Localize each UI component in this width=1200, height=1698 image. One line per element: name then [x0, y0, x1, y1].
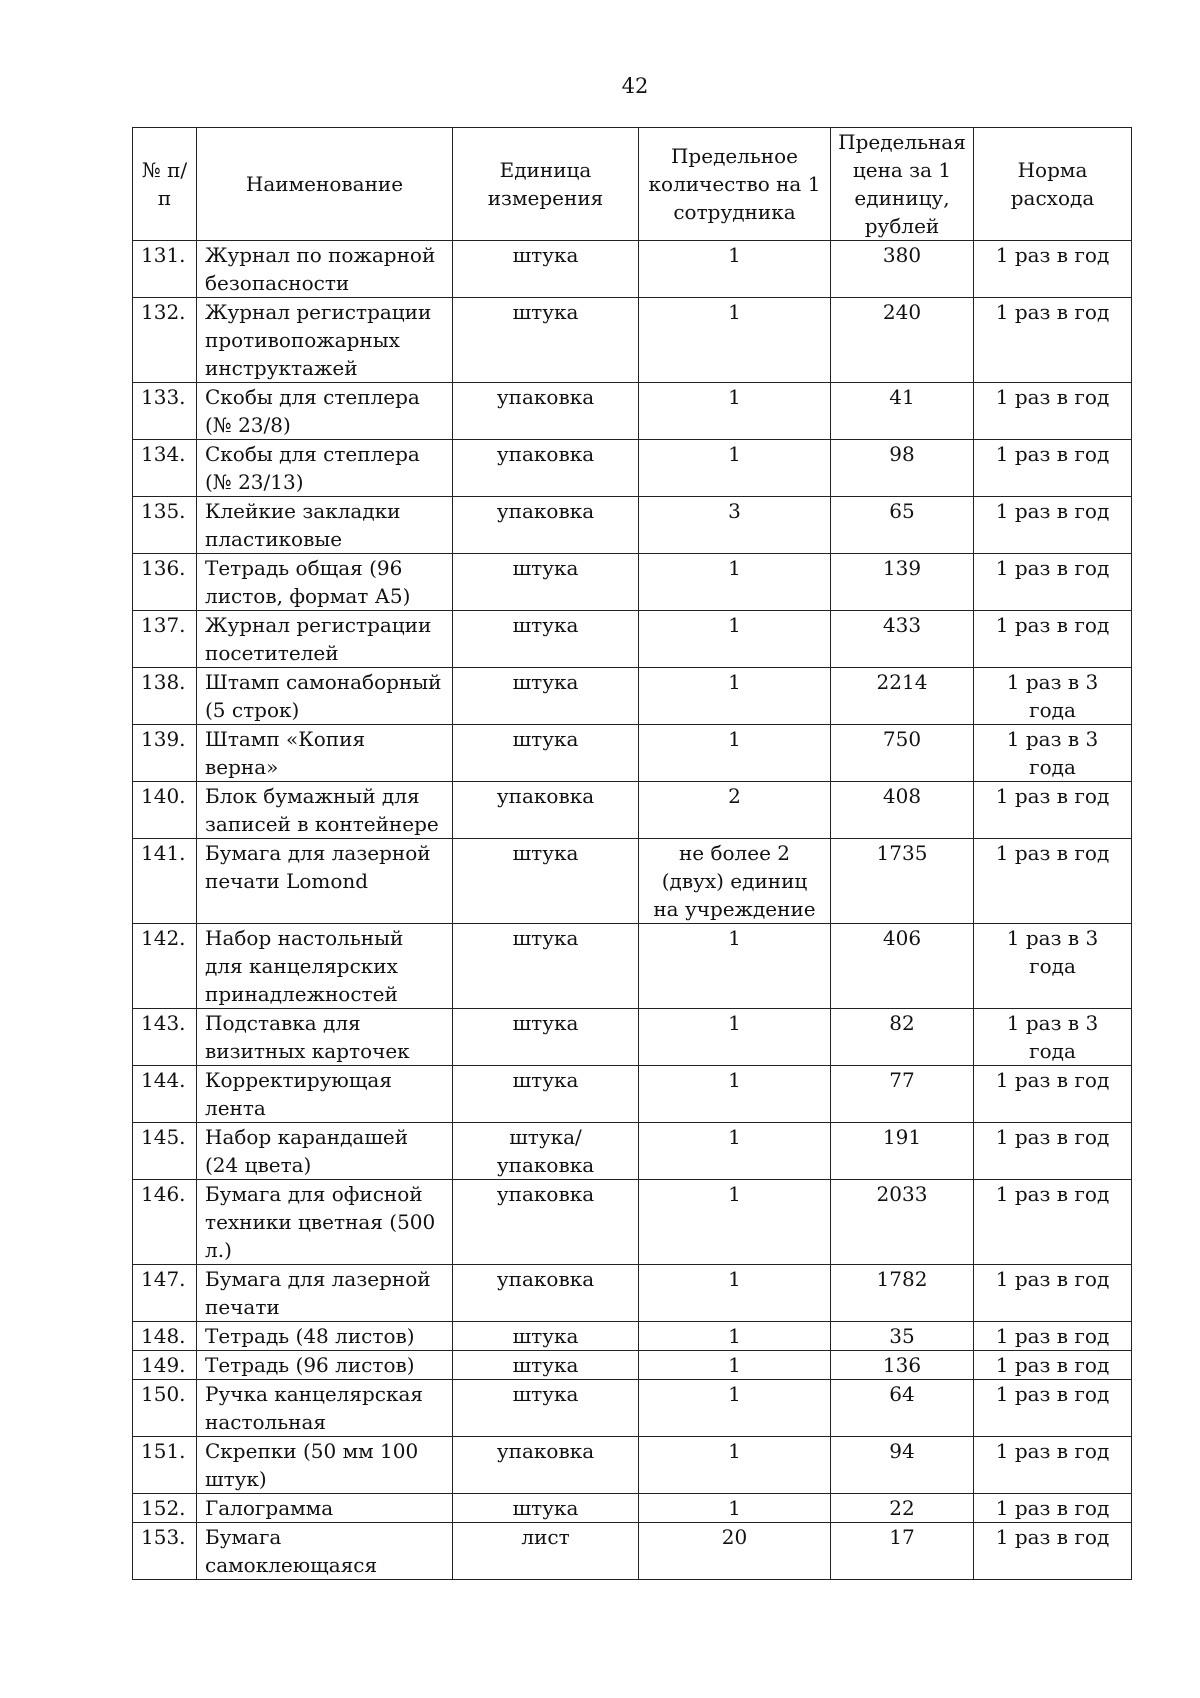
table-row: [133, 668, 1132, 725]
consumption-norm: 1 раз в год: [974, 1180, 1132, 1265]
quantity-limit: 3: [639, 497, 831, 554]
row-number: 134.: [133, 440, 197, 497]
item-name: Тетрадь (96 листов): [197, 1351, 453, 1380]
consumption-norm: 1 раз в год: [974, 782, 1132, 839]
item-name: Бумага для лазерной печати: [197, 1265, 453, 1322]
row-number: 135.: [133, 497, 197, 554]
consumption-norm: 1 раз в 3 года: [974, 668, 1132, 725]
unit-of-measure: штука: [453, 1009, 639, 1066]
row-number: 144.: [133, 1066, 197, 1123]
item-name: Блок бумажный для записей в контейнере: [197, 782, 453, 839]
table-row: [133, 611, 1132, 668]
consumption-norm: 1 раз в год: [974, 1066, 1132, 1123]
unit-of-measure: штука: [453, 839, 639, 924]
row-number: 151.: [133, 1437, 197, 1494]
consumption-norm: 1 раз в год: [974, 241, 1132, 298]
price-limit: 1782: [831, 1265, 974, 1322]
consumption-norm: 1 раз в год: [974, 298, 1132, 383]
table-row: [133, 725, 1132, 782]
price-limit: 2033: [831, 1180, 974, 1265]
unit-of-measure: упаковка: [453, 497, 639, 554]
price-limit: 139: [831, 554, 974, 611]
quantity-limit: 1: [639, 1437, 831, 1494]
quantity-limit: 1: [639, 1322, 831, 1351]
table-row: [133, 1322, 1132, 1351]
quantity-limit: 1: [639, 298, 831, 383]
price-limit: 2214: [831, 668, 974, 725]
price-limit: 380: [831, 241, 974, 298]
table-row: [133, 1380, 1132, 1437]
price-limit: 65: [831, 497, 974, 554]
table-body: [133, 241, 1132, 1580]
consumption-norm: 1 раз в 3 года: [974, 725, 1132, 782]
consumption-norm: 1 раз в год: [974, 611, 1132, 668]
consumption-norm: 1 раз в год: [974, 440, 1132, 497]
price-limit: 240: [831, 298, 974, 383]
unit-of-measure: штука: [453, 725, 639, 782]
quantity-limit: 1: [639, 1351, 831, 1380]
row-number: 137.: [133, 611, 197, 668]
consumption-norm: 1 раз в год: [974, 839, 1132, 924]
quantity-limit: 1: [639, 554, 831, 611]
table-row: [133, 241, 1132, 298]
row-number: 153.: [133, 1523, 197, 1580]
unit-of-measure: штука: [453, 668, 639, 725]
item-name: Скобы для степлера (№ 23/13): [197, 440, 453, 497]
price-limit: 191: [831, 1123, 974, 1180]
unit-of-measure: упаковка: [453, 1180, 639, 1265]
unit-of-measure: штука: [453, 1494, 639, 1523]
consumption-norm: 1 раз в 3 года: [974, 924, 1132, 1009]
row-number: 150.: [133, 1380, 197, 1437]
consumption-norm: 1 раз в год: [974, 1523, 1132, 1580]
consumption-norm: 1 раз в год: [974, 1351, 1132, 1380]
item-name: Скрепки (50 мм 100 штук): [197, 1437, 453, 1494]
consumption-norm: 1 раз в год: [974, 1322, 1132, 1351]
price-limit: 17: [831, 1523, 974, 1580]
item-name: Бумага для офисной техники цветная (500 л.): [197, 1180, 453, 1265]
unit-of-measure: штука: [453, 924, 639, 1009]
table-row: [133, 554, 1132, 611]
table-row: [133, 383, 1132, 440]
item-name: Клейкие закладки пластиковые: [197, 497, 453, 554]
header-qty: Предельное количество на 1 сотрудника: [639, 128, 831, 241]
table-row: [133, 298, 1132, 383]
quantity-limit: 1: [639, 1180, 831, 1265]
item-name: Набор настольный для канцелярских принадлежностей: [197, 924, 453, 1009]
item-name: Штамп самонаборный (5 строк): [197, 668, 453, 725]
price-limit: 94: [831, 1437, 974, 1494]
quantity-limit: 1: [639, 725, 831, 782]
quantity-limit: 1: [639, 440, 831, 497]
consumption-norm: 1 раз в год: [974, 497, 1132, 554]
price-limit: 35: [831, 1322, 974, 1351]
consumption-norm: 1 раз в год: [974, 1437, 1132, 1494]
page-number: 42: [621, 74, 649, 98]
unit-of-measure: упаковка: [453, 440, 639, 497]
table-header: [133, 128, 1132, 241]
item-name: Штамп «Копия верна»: [197, 725, 453, 782]
price-limit: 64: [831, 1380, 974, 1437]
price-limit: 433: [831, 611, 974, 668]
price-limit: 1735: [831, 839, 974, 924]
unit-of-measure: штука: [453, 1322, 639, 1351]
item-name: Ручка канцелярская настольная: [197, 1380, 453, 1437]
item-name: Тетрадь (48 листов): [197, 1322, 453, 1351]
item-name: Журнал регистрации противопожарных инструктажей: [197, 298, 453, 383]
row-number: 139.: [133, 725, 197, 782]
header-price: Предельная цена за 1 единицу, рублей: [831, 128, 974, 241]
item-name: Бумага самоклеющаяся: [197, 1523, 453, 1580]
item-name: Корректирующая лента: [197, 1066, 453, 1123]
consumption-norm: 1 раз в год: [974, 554, 1132, 611]
table-row: [133, 1265, 1132, 1322]
row-number: 147.: [133, 1265, 197, 1322]
item-name: Журнал по пожарной безопасности: [197, 241, 453, 298]
price-limit: 406: [831, 924, 974, 1009]
table-row: [133, 1066, 1132, 1123]
price-limit: 82: [831, 1009, 974, 1066]
header-norm: Норма расхода: [974, 128, 1132, 241]
quantity-limit: 1: [639, 924, 831, 1009]
unit-of-measure: штука: [453, 1351, 639, 1380]
row-number: 132.: [133, 298, 197, 383]
unit-of-measure: штука: [453, 241, 639, 298]
price-limit: 22: [831, 1494, 974, 1523]
price-limit: 136: [831, 1351, 974, 1380]
row-number: 149.: [133, 1351, 197, 1380]
header-unit: Единица измерения: [453, 128, 639, 241]
unit-of-measure: штука: [453, 298, 639, 383]
quantity-limit: 1: [639, 1066, 831, 1123]
unit-of-measure: упаковка: [453, 1265, 639, 1322]
row-number: 140.: [133, 782, 197, 839]
price-limit: 77: [831, 1066, 974, 1123]
unit-of-measure: упаковка: [453, 1437, 639, 1494]
quantity-limit: 1: [639, 1265, 831, 1322]
quantity-limit: 1: [639, 611, 831, 668]
row-number: 136.: [133, 554, 197, 611]
row-number: 131.: [133, 241, 197, 298]
quantity-limit: 2: [639, 782, 831, 839]
table-row: [133, 440, 1132, 497]
price-limit: 41: [831, 383, 974, 440]
table-row: [133, 1351, 1132, 1380]
quantity-limit: 1: [639, 1494, 831, 1523]
table-row: [133, 839, 1132, 924]
table-row: [133, 924, 1132, 1009]
row-number: 138.: [133, 668, 197, 725]
table-row: [133, 1180, 1132, 1265]
unit-of-measure: упаковка: [453, 782, 639, 839]
unit-of-measure: штука: [453, 554, 639, 611]
unit-of-measure: лист: [453, 1523, 639, 1580]
price-limit: 750: [831, 725, 974, 782]
row-number: 152.: [133, 1494, 197, 1523]
row-number: 146.: [133, 1180, 197, 1265]
item-name: Подставка для визитных карточек: [197, 1009, 453, 1066]
table-row: [133, 1437, 1132, 1494]
quantity-limit: 1: [639, 1009, 831, 1066]
price-limit: 98: [831, 440, 974, 497]
table-row: [133, 497, 1132, 554]
item-name: Набор карандашей (24 цвета): [197, 1123, 453, 1180]
quantity-limit: 1: [639, 668, 831, 725]
unit-of-measure: штука: [453, 1380, 639, 1437]
quantity-limit: 1: [639, 241, 831, 298]
item-name: Скобы для степлера (№ 23/8): [197, 383, 453, 440]
table-row: [133, 1123, 1132, 1180]
row-number: 148.: [133, 1322, 197, 1351]
quantity-limit: 1: [639, 1123, 831, 1180]
quantity-limit: не более 2 (двух) единиц на учреждение: [639, 839, 831, 924]
table-row: [133, 782, 1132, 839]
unit-of-measure: штука/упаковка: [453, 1123, 639, 1180]
header-row: [133, 128, 1132, 241]
consumption-norm: 1 раз в год: [974, 1123, 1132, 1180]
table-row: [133, 1523, 1132, 1580]
row-number: 143.: [133, 1009, 197, 1066]
table-row: [133, 1009, 1132, 1066]
row-number: 141.: [133, 839, 197, 924]
consumption-norm: 1 раз в год: [974, 1494, 1132, 1523]
quantity-limit: 1: [639, 383, 831, 440]
unit-of-measure: упаковка: [453, 383, 639, 440]
consumption-norm: 1 раз в год: [974, 1265, 1132, 1322]
consumption-norm: 1 раз в год: [974, 1380, 1132, 1437]
item-name: Тетрадь общая (96 листов, формат А5): [197, 554, 453, 611]
header-num: № п/п: [133, 128, 197, 241]
row-number: 142.: [133, 924, 197, 1009]
price-limit: 408: [831, 782, 974, 839]
quantity-limit: 1: [639, 1380, 831, 1437]
consumption-norms-table: [132, 127, 1132, 1580]
consumption-norm: 1 раз в 3 года: [974, 1009, 1132, 1066]
item-name: Бумага для лазерной печати Lomond: [197, 839, 453, 924]
table-row: [133, 1494, 1132, 1523]
row-number: 145.: [133, 1123, 197, 1180]
item-name: Галограмма: [197, 1494, 453, 1523]
item-name: Журнал регистрации посетителей: [197, 611, 453, 668]
unit-of-measure: штука: [453, 611, 639, 668]
quantity-limit: 20: [639, 1523, 831, 1580]
consumption-norm: 1 раз в год: [974, 383, 1132, 440]
header-name: Наименование: [197, 128, 453, 241]
unit-of-measure: штука: [453, 1066, 639, 1123]
row-number: 133.: [133, 383, 197, 440]
